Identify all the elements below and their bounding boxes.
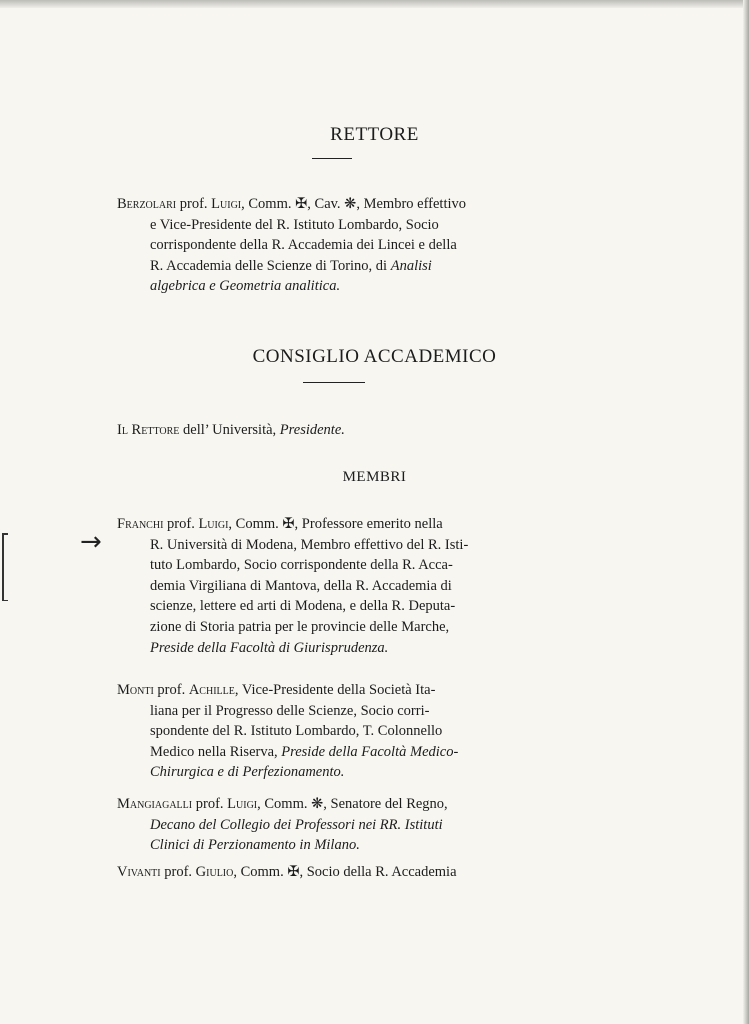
entry-line: algebrica e Geometria analitica. — [150, 278, 341, 295]
entry-line: corrispondente della R. Accademia dei Lincei e della — [150, 237, 457, 254]
member-vivanti: Vivanti prof. Giulio, Comm. ✠, Socio della R. Accademia — [117, 864, 457, 880]
margin-arrow-icon: → — [80, 527, 102, 557]
membri-heading: MEMBRI — [342, 469, 407, 485]
page-top-shadow — [0, 0, 749, 8]
rettore-entry — [117, 194, 552, 297]
entry-line: R. Accademia delle Scienze di Torino, di Analisi — [150, 257, 432, 274]
page-right-edge — [743, 0, 749, 1024]
margin-bracket-mark — [2, 533, 8, 601]
entry-line: Berzolari prof. Luigi, Comm. ✠, Cav. ❋, Membro effettivo — [117, 196, 466, 212]
rettore-heading: RETTORE — [330, 124, 419, 145]
member-mangiagalli: Mangiagalli prof. Luigi, Comm. ❋, Senatore del Regno, Decano del Collegio dei Professori nei RR. Istituti Clinici di Perzionamento in Milano. — [117, 796, 448, 854]
rettore-president-line: Il Rettore dell’ Università, Presidente. — [117, 422, 345, 438]
consiglio-rule — [303, 382, 365, 383]
entry-line: e Vice-Presidente del R. Istituto Lombardo, Socio — [150, 216, 439, 233]
rettore-rule — [312, 158, 352, 159]
member-monti: Monti prof. Achille, Vice-Presidente della Società Ita- liana per il Progresso delle Scienze, Socio corri- spondente del R. Istituto Lombardo, T. Colonnello Medico nella Riserva, Preside della Facoltà Medico- Chirurgica e di Perfezionamento. — [117, 682, 459, 781]
consiglio-heading: CONSIGLIO ACCADEMICO — [252, 346, 497, 367]
member-franchi: Franchi prof. Luigi, Comm. ✠, Professore emerito nella R. Università di Modena, Membro effettivo del R. Isti- tuto Lombardo, Socio corrispondente della R. Acca- demia Virgiliana di Mantova, della R. Accademia di scienze, lettere ed arti di Modena, e della R. Deputa- zione di Storia patria per le provincie delle Marche, Preside della Facoltà di Giurisprudenza. — [117, 516, 469, 656]
